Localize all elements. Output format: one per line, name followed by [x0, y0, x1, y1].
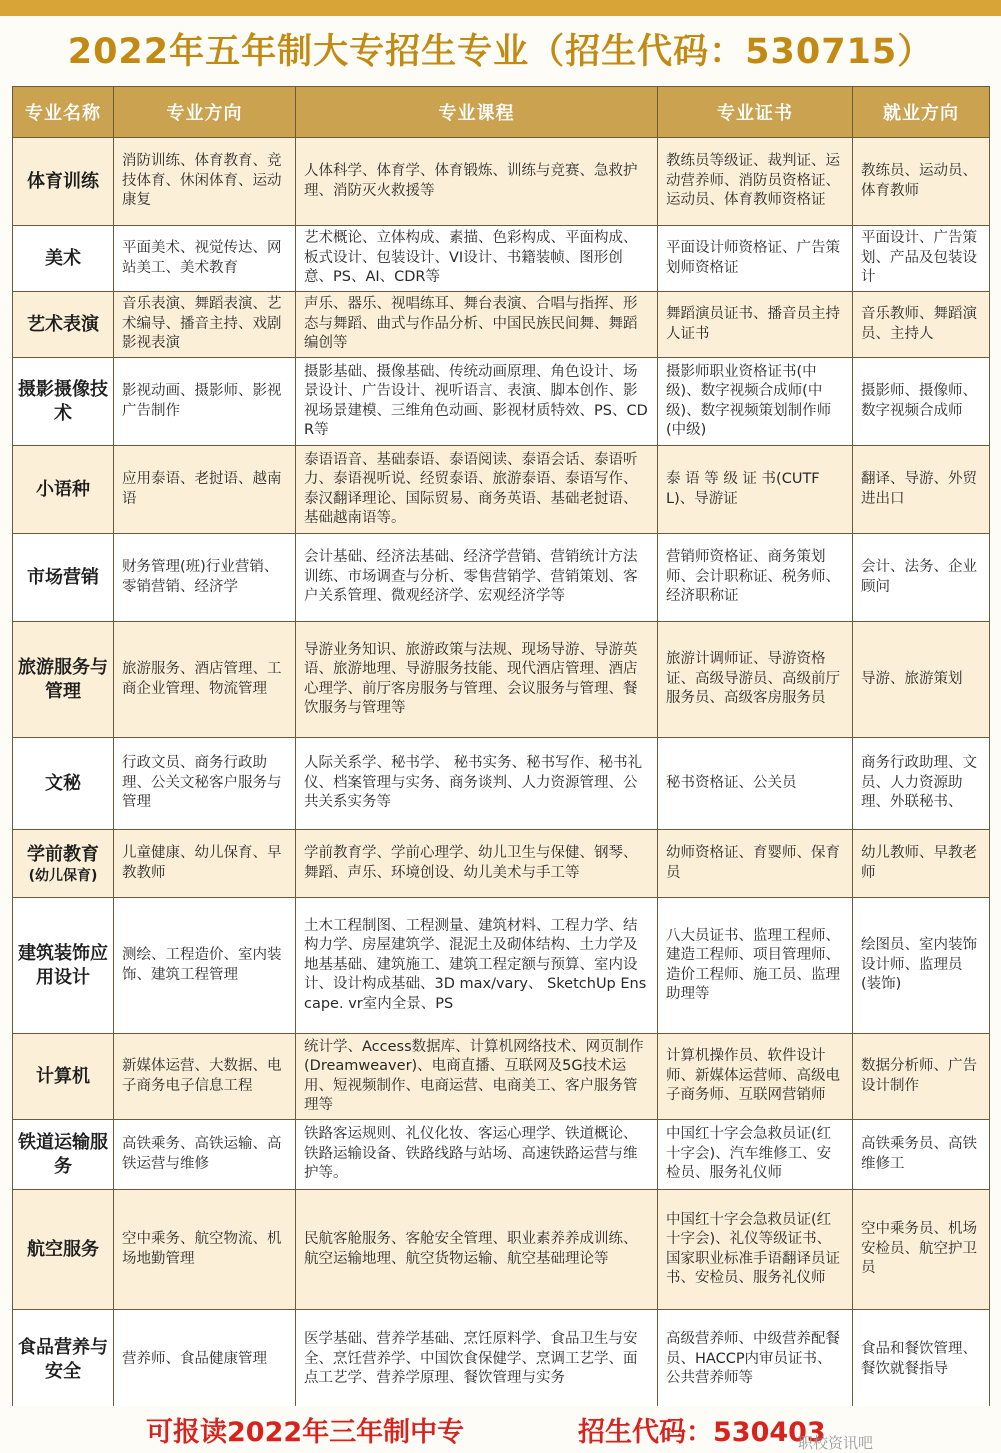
table-row	[13, 358, 990, 446]
majors-table	[12, 86, 990, 1410]
courses-cell: 土木工程制图、工程测量、建筑材料、工程力学、结构力学、房屋建筑学、混泥土及砌体结构、土力学及地基基础、建筑施工、建筑工程定额与预算、室内设计、设计构成基础、3D max/vary、 SketchUp Enscape. vr室内全景、PS	[296, 898, 658, 1034]
table-row	[13, 622, 990, 738]
certificates-cell: 中国红十字会急救员证(红十字会)、礼仪等级证书、国家职业标准手语翻译员证书、安检员、服务礼仪师	[658, 1190, 853, 1310]
employment-cell: 导游、旅游策划	[853, 622, 990, 738]
courses-cell: 摄影基础、摄像基础、传统动画原理、角色设计、场景设计、广告设计、视听语言、表演、脚本创作、影视场景建模、三维角色动画、影视材质特效、PS、CDR等	[296, 358, 658, 446]
certificates-cell: 摄影师职业资格证书(中级)、数字视频合成师(中级)、数字视频策划制作师(中级)	[658, 358, 853, 446]
major-name: 市场营销	[27, 566, 99, 588]
header-employment: 就业方向	[853, 87, 990, 138]
major-name: 铁道运输服务	[18, 1131, 108, 1177]
direction-cell: 测绘、工程造价、室内装饰、建筑工程管理	[114, 898, 296, 1034]
courses-cell: 导游业务知识、旅游政策与法规、现场导游、导游英语、旅游地理、导游服务技能、现代酒店管理、酒店心理学、前厅客房服务与管理、会议服务与管理、餐饮服务与管理等	[296, 622, 658, 738]
major-name: 航空服务	[27, 1238, 99, 1260]
table-row	[13, 830, 990, 898]
employment-cell: 数据分析师、广告设计制作	[853, 1034, 990, 1120]
table-row	[13, 292, 990, 358]
table-row	[13, 446, 990, 534]
major-name: 食品营养与安全	[18, 1336, 108, 1382]
direction-cell: 影视动画、摄影师、影视广告制作	[114, 358, 296, 446]
courses-cell: 人际关系学、秘书学、 秘书实务、秘书写作、秘书礼仪、档案管理与实务、商务谈判、人力资源管理、公共关系实务等	[296, 738, 658, 830]
major-name-cell	[13, 622, 114, 738]
table-row	[13, 1034, 990, 1120]
table-row	[13, 226, 990, 292]
header-direction: 专业方向	[114, 87, 296, 138]
major-name-cell	[13, 226, 114, 292]
header-major-name: 专业名称	[13, 87, 114, 138]
courses-cell: 人体科学、体育学、体育锻炼、训练与竞赛、急救护理、消防灭火救援等	[296, 138, 658, 226]
employment-cell: 会计、法务、企业顾问	[853, 534, 990, 622]
major-name: 体育训练	[27, 170, 99, 192]
certificates-cell: 幼师资格证、育婴师、保育员	[658, 830, 853, 898]
direction-cell: 儿童健康、幼儿保育、早教教师	[114, 830, 296, 898]
certificates-cell: 营销师资格证、商务策划师、会计职称证、税务师、经济职称证	[658, 534, 853, 622]
table-row	[13, 1120, 990, 1190]
major-name: 美术	[45, 247, 81, 269]
employment-cell: 翻译、导游、外贸进出口	[853, 446, 990, 534]
direction-cell: 新媒体运营、大数据、电子商务电子信息工程	[114, 1034, 296, 1120]
footer-code: 招生代码：530403	[578, 1417, 826, 1448]
employment-cell: 高铁乘务员、高铁维修工	[853, 1120, 990, 1190]
major-name-cell	[13, 292, 114, 358]
employment-cell: 教练员、运动员、体育教师	[853, 138, 990, 226]
direction-cell: 行政文员、商务行政助理、公关文秘客户服务与管理	[114, 738, 296, 830]
courses-cell: 医学基础、营养学基础、烹饪原料学、食品卫生与安全、烹饪营养学、中国饮食保健学、烹调工艺学、面点工艺学、营养学原理、餐饮管理与实务	[296, 1310, 658, 1410]
certificates-cell: 秘书资格证、公关员	[658, 738, 853, 830]
major-name: 建筑装饰应用设计	[18, 942, 108, 988]
employment-cell: 摄影师、摄像师、数字视频合成师	[853, 358, 990, 446]
courses-cell: 学前教育学、学前心理学、幼儿卫生与保健、钢琴、舞蹈、声乐、环境创设、幼儿美术与手工等	[296, 830, 658, 898]
employment-cell: 绘图员、室内装饰设计师、监理员(装饰)	[853, 898, 990, 1034]
table-row	[13, 1190, 990, 1310]
direction-cell: 营养师、食品健康管理	[114, 1310, 296, 1410]
major-name-cell	[13, 1310, 114, 1410]
employment-cell: 音乐教师、舞蹈演员、主持人	[853, 292, 990, 358]
certificates-cell: 平面设计师资格证、广告策划师资格证	[658, 226, 853, 292]
certificates-cell: 高级营养师、中级营养配餐员、HACCP内审员证书、公共营养师等	[658, 1310, 853, 1410]
courses-cell: 铁路客运规则、礼仪化妆、客运心理学、铁道概论、铁路运输设备、铁路线路与站场、高速铁路运营与维护等。	[296, 1120, 658, 1190]
certificates-cell: 计算机操作员、软件设计师、新媒体运营师、高级电子商务师、互联网营销师	[658, 1034, 853, 1120]
direction-cell: 平面美术、视觉传达、网站美工、美术教育	[114, 226, 296, 292]
major-name-cell	[13, 830, 114, 898]
certificates-cell: 旅游计调师证、导游资格证、高级导游员、高级前厅服务员、高级客房服务员	[658, 622, 853, 738]
direction-cell: 旅游服务、酒店管理、工商企业管理、物流管理	[114, 622, 296, 738]
table-row	[13, 138, 990, 226]
major-name: 学前教育	[27, 843, 99, 865]
courses-cell: 民航客舱服务、客舱安全管理、职业素养养成训练、航空运输地理、航空货物运输、航空基础理论等	[296, 1190, 658, 1310]
certificates-cell: 舞蹈演员证书、播音员主持人证书	[658, 292, 853, 358]
header-certificates: 专业证书	[658, 87, 853, 138]
major-name: 小语种	[36, 478, 90, 500]
major-name-cell	[13, 1190, 114, 1310]
top-decor-strip	[0, 0, 1001, 16]
major-name-cell	[13, 358, 114, 446]
direction-cell: 高铁乘务、高铁运输、高铁运营与维修	[114, 1120, 296, 1190]
table-row	[13, 534, 990, 622]
major-name-cell	[13, 738, 114, 830]
employment-cell: 商务行政助理、文员、人力资源助理、外联秘书、	[853, 738, 990, 830]
courses-cell: 会计基础、经济法基础、经济学营销、营销统计方法训练、市场调查与分析、零售营销学、营销策划、客户关系管理、微观经济学、宏观经济学等	[296, 534, 658, 622]
major-name-cell	[13, 1034, 114, 1120]
table-row	[13, 738, 990, 830]
major-name: 计算机	[36, 1065, 90, 1087]
employment-cell: 平面设计、广告策划、产品及包装设计	[853, 226, 990, 292]
major-name-cell	[13, 1120, 114, 1190]
direction-cell: 消防训练、体育教育、竞技体育、休闲体育、运动康复	[114, 138, 296, 226]
courses-cell: 泰语语音、基础泰语、泰语阅读、泰语会话、泰语听力、泰语视听说、经贸泰语、旅游泰语、泰语写作、泰汉翻译理论、国际贸易、商务英语、基础老挝语、基础越南语等。	[296, 446, 658, 534]
major-name-cell	[13, 898, 114, 1034]
major-name-cell	[13, 446, 114, 534]
footer-text: 可报读2022年三年制中专	[146, 1417, 465, 1448]
courses-cell: 声乐、器乐、视唱练耳、舞台表演、合唱与指挥、形态与舞蹈、曲式与作品分析、中国民族民间舞、舞蹈编创等	[296, 292, 658, 358]
table-row	[13, 898, 990, 1034]
page-title: 2022年五年制大专招生专业（招生代码：530715）	[67, 32, 934, 72]
certificates-cell: 八大员证书、监理工程师、建造工程师、项目管理师、造价工程师、施工员、监理助理等	[658, 898, 853, 1034]
major-name: 文秘	[45, 772, 81, 794]
table-header-row	[13, 87, 990, 138]
courses-cell: 统计学、Access数据库、计算机网络技术、网页制作(Dreamweaver)、电商直播、互联网及5G技术运用、短视频制作、电商运营、电商美工、客户服务管理等	[296, 1034, 658, 1120]
direction-cell: 财务管理(班)行业营销、零销营销、经济学	[114, 534, 296, 622]
major-name-cell	[13, 534, 114, 622]
watermark: 职校资讯吧	[798, 1434, 874, 1452]
major-name: 摄影摄像技术	[18, 378, 108, 424]
certificates-cell: 泰 语 等 级 证 书(CUTFL)、导游证	[658, 446, 853, 534]
employment-cell: 空中乘务员、机场安检员、航空护卫员	[853, 1190, 990, 1310]
direction-cell: 音乐表演、舞蹈表演、艺术编导、播音主持、戏剧影视表演	[114, 292, 296, 358]
certificates-cell: 教练员等级证、裁判证、运动营养师、消防员资格证、运动员、体育教师资格证	[658, 138, 853, 226]
certificates-cell: 中国红十字会急救员证(红十字会)、汽车维修工、安检员、服务礼仪师	[658, 1120, 853, 1190]
table-row	[13, 1310, 990, 1410]
employment-cell: 食品和餐饮管理、餐饮就餐指导	[853, 1310, 990, 1410]
major-name-cell	[13, 138, 114, 226]
employment-cell: 幼儿教师、早教老师	[853, 830, 990, 898]
major-subname: (幼儿保育)	[28, 867, 98, 884]
direction-cell: 空中乘务、航空物流、机场地勤管理	[114, 1190, 296, 1310]
direction-cell: 应用泰语、老挝语、越南语	[114, 446, 296, 534]
courses-cell: 艺术概论、立体构成、素描、色彩构成、平面构成、板式设计、包装设计、VI设计、书籍装帧、图形创意、PS、AI、CDR等	[296, 226, 658, 292]
header-courses: 专业课程	[296, 87, 658, 138]
major-name: 旅游服务与管理	[18, 656, 108, 702]
major-name: 艺术表演	[27, 313, 99, 335]
